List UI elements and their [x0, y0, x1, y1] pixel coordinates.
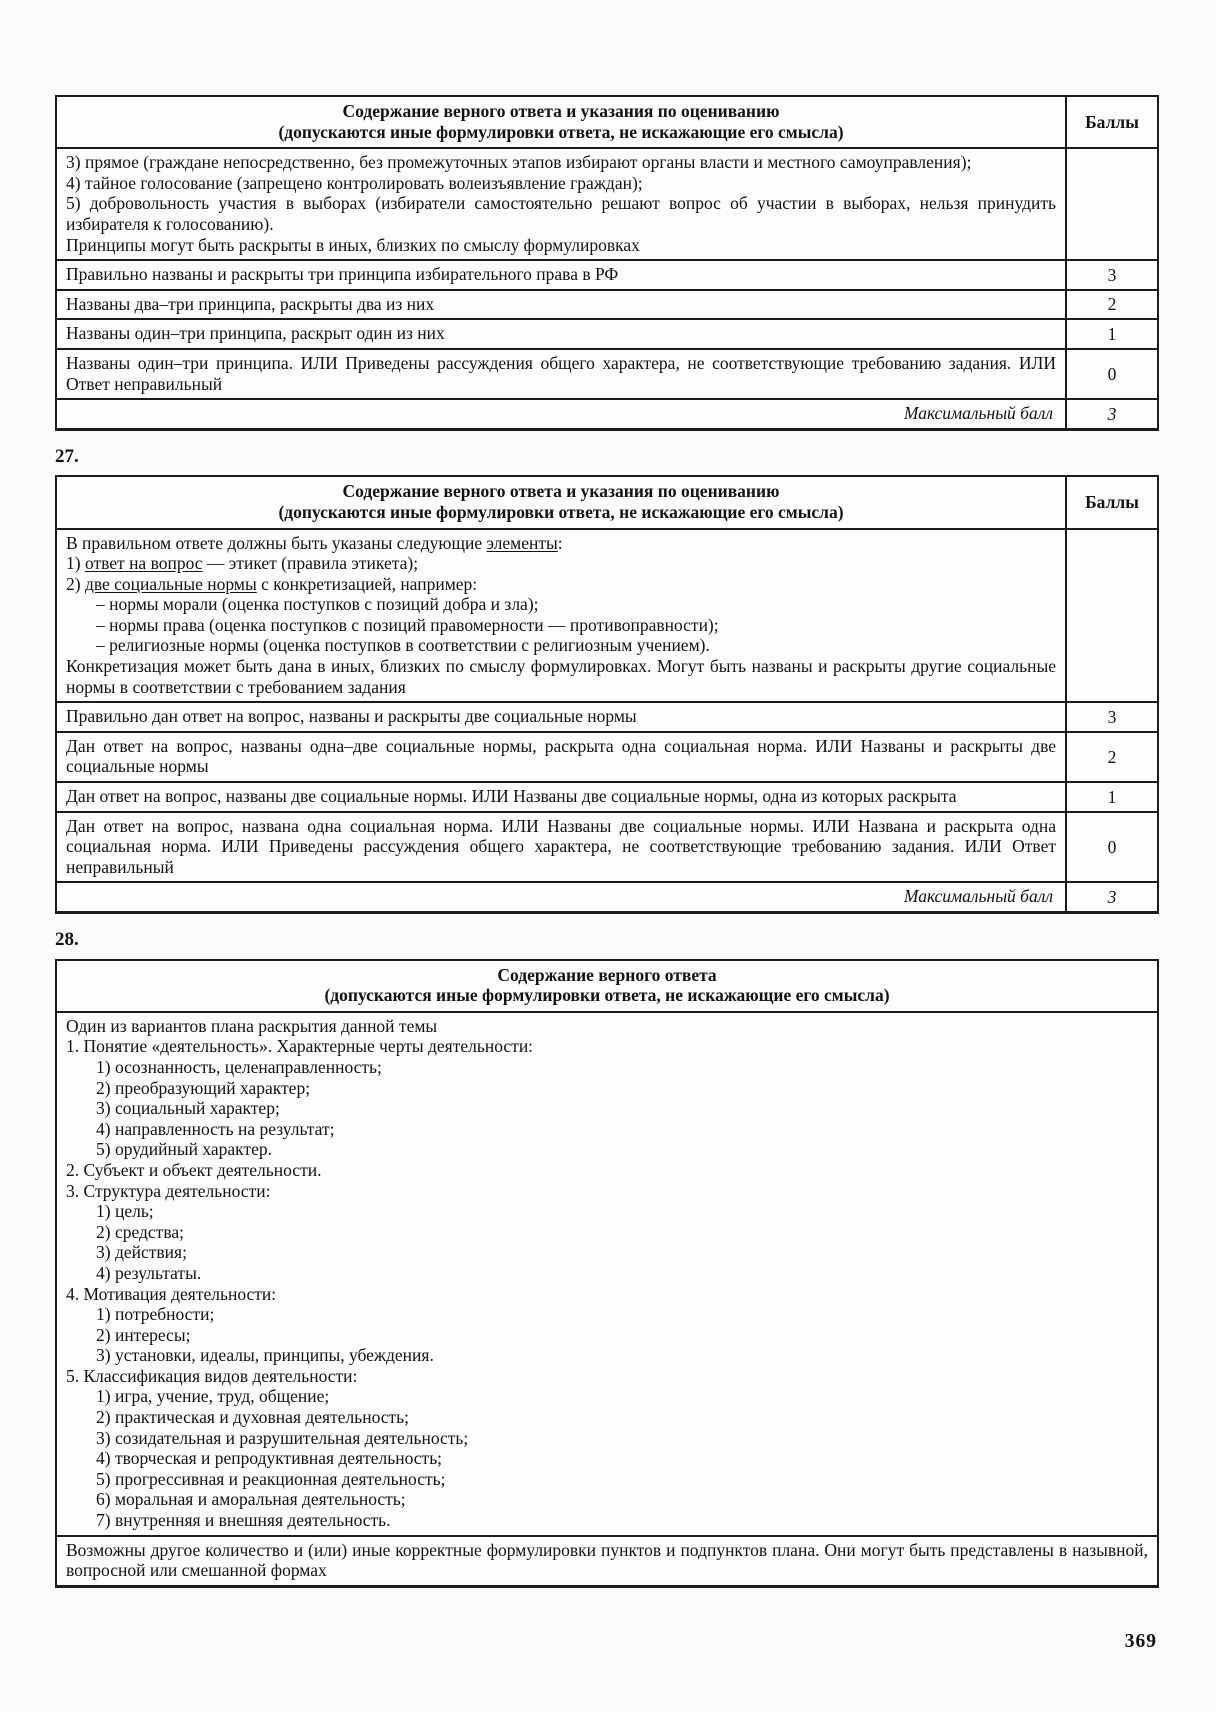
plan-line: 2. Субъект и объект деятельности.	[66, 1159, 322, 1180]
answer-content-cell	[57, 149, 1065, 259]
answer-content-row	[57, 1011, 1157, 1535]
max-score-value: 3	[1065, 883, 1157, 911]
answer-subline: – нормы права (оценка поступков с позиций правомерности — противоправности);	[96, 614, 719, 635]
note-text: Возможны другое количество и (или) иные корректные формулировки пунктов и подпунктов плана. Они могут быть представлены в назывной, вопросной или смешанной формах	[66, 1539, 1148, 1581]
max-score-label: Максимальный балл	[903, 886, 1053, 907]
criterion-text	[57, 813, 1065, 882]
criterion-text	[57, 350, 1065, 398]
score-cell: 3	[1065, 261, 1157, 289]
plan-content-cell	[57, 1013, 1157, 1535]
question-label-27: 27.	[55, 445, 79, 467]
rubric-header-title: Содержание верного ответа и указания по оцениванию	[342, 481, 780, 502]
plan-subline: 4) направленность на результат;	[96, 1118, 335, 1139]
rubric-header-row	[57, 961, 1157, 1011]
note-cell	[57, 1537, 1157, 1585]
plan-line: 5. Классификация видов деятельности:	[66, 1365, 358, 1386]
plan-subline: 3) социальный характер;	[96, 1098, 280, 1119]
plan-subline: 3) действия;	[96, 1242, 187, 1263]
rubric-table-top	[55, 95, 1159, 431]
underlined-term: две социальные нормы	[84, 573, 257, 594]
score-cell: 1	[1065, 320, 1157, 348]
rubric-header-title: Содержание верного ответа и указания по оцениванию	[342, 101, 780, 121]
criterion-line: Дан ответ на вопрос, названы две социальные нормы. ИЛИ Названы две социальные нормы, одна из которых раскрыта	[66, 786, 957, 807]
criterion-line: Правильно дан ответ на вопрос, названы и раскрыты две социальные нормы	[66, 706, 637, 727]
max-score-value: 3	[1065, 400, 1157, 428]
plan-subline: 4) результаты.	[96, 1262, 202, 1283]
answer-content-row	[57, 528, 1157, 702]
score-header-cell: Баллы	[1065, 97, 1157, 147]
answer-line	[66, 533, 1056, 554]
criterion-text	[57, 261, 1065, 289]
content-column	[55, 0, 1157, 1652]
rubric-header-subtitle: (допускаются иные формулировки ответа, не искажающие его смысла)	[278, 501, 844, 522]
criterion-text	[57, 703, 1065, 731]
rubric-header-subtitle: (допускаются иные формулировки ответа, не искажающие его смысла)	[278, 121, 844, 142]
max-score-row	[57, 881, 1157, 911]
rubric-table-27	[55, 475, 1159, 914]
criterion-row	[57, 811, 1157, 882]
rubric-header-cell	[57, 477, 1065, 527]
criterion-row	[57, 259, 1157, 289]
score-cell: 0	[1065, 350, 1157, 398]
plan-subline: 2) интересы;	[96, 1324, 191, 1345]
criterion-line: Правильно названы и раскрыты три принципа избирательного права в РФ	[66, 264, 619, 285]
answer-line	[66, 574, 1056, 595]
rubric-header-row	[57, 97, 1157, 147]
criterion-line: Названы один–три принципа, раскрыт один из них	[66, 323, 445, 344]
rubric-header-row	[57, 477, 1157, 527]
plan-line: 3. Структура деятельности:	[66, 1180, 271, 1201]
max-score-label-cell	[57, 883, 1065, 911]
plan-subline: 1) цель;	[96, 1201, 154, 1222]
answer-line	[66, 553, 1056, 574]
plan-subline: 7) внутренняя и внешняя деятельность.	[96, 1510, 391, 1531]
score-cell: 0	[1065, 813, 1157, 882]
answer-line: 3) прямое (граждане непосредственно, без промежуточных этапов избирают органы власти и местного самоуправления);	[66, 152, 972, 173]
answer-note: Конкретизация может быть дана в иных, близких по смыслу формулировках. Могут быть названы и раскрыты другие социальные нормы в соответствии с требованием задания	[66, 656, 1056, 697]
note-row	[57, 1535, 1157, 1585]
plan-line: 1. Понятие «деятельность». Характерные черты деятельности:	[66, 1036, 534, 1057]
underlined-term: ответ на вопрос	[84, 553, 203, 574]
criterion-line: Дан ответ на вопрос, названы одна–две социальные нормы, раскрыта одна социальная норма. ИЛИ Названы и раскрыты две социальные нормы	[66, 735, 1056, 777]
answer-content-cell	[57, 530, 1065, 702]
answer-line: 5) добровольность участия в выборах (избиратели самостоятельно решают вопрос об участии в выборах, нельзя принудить избирателя к голосованию).	[66, 193, 1056, 234]
plan-subline: 1) игра, учение, труд, общение;	[96, 1386, 330, 1407]
criterion-line: Названы два–три принципа, раскрыты два из них	[66, 293, 435, 314]
text-segment: 1)	[66, 553, 85, 574]
criterion-row	[57, 318, 1157, 348]
text-segment: 2)	[66, 573, 85, 594]
plan-subline: 2) средства;	[96, 1221, 184, 1242]
plan-line: 4. Мотивация деятельности:	[66, 1283, 277, 1304]
plan-subline: 2) преобразующий характер;	[96, 1077, 311, 1098]
answer-line: Принципы могут быть раскрыты в иных, близких по смыслу формулировках	[66, 234, 640, 255]
criterion-line: Названы один–три принципа. ИЛИ Приведены рассуждения общего характера, не соответствующие требованию задания. ИЛИ Ответ неправильный	[66, 352, 1056, 394]
criterion-row	[57, 701, 1157, 731]
rubric-header-subtitle: (допускаются иные формулировки ответа, не искажающие его смысла)	[324, 985, 890, 1006]
text-segment: В правильном ответе должны быть указаны следующие	[66, 532, 487, 553]
question-label-28: 28.	[55, 929, 79, 950]
underlined-term: элементы	[486, 532, 558, 553]
answer-content-row	[57, 147, 1157, 259]
criterion-row	[57, 348, 1157, 398]
score-cell: 3	[1065, 703, 1157, 731]
answer-subline: – религиозные нормы (оценка поступков в соответствии с религиозным учением).	[96, 635, 710, 656]
max-score-label-cell	[57, 400, 1065, 428]
score-cell-empty	[1065, 530, 1157, 702]
plan-subline: 1) осознанность, целенаправленность;	[96, 1056, 382, 1077]
rubric-header-cell	[57, 961, 1157, 1011]
plan-subline: 1) потребности;	[96, 1304, 215, 1325]
criterion-text	[57, 320, 1065, 348]
criterion-line: Дан ответ на вопрос, названа одна социальная норма. ИЛИ Названы две социальные нормы. ИЛИ Названа и раскрыта одна социальная норма. ИЛИ Приведены рассуждения общего характера, не соответствующие требованию задания. ИЛИ Ответ неправильный	[66, 815, 1056, 877]
criterion-text	[57, 783, 1065, 811]
criterion-text	[57, 733, 1065, 781]
answer-subline: – нормы морали (оценка поступков с позиций добра и зла);	[96, 594, 539, 615]
answer-line: 4) тайное голосование (запрещено контролировать волеизъявление граждан);	[66, 172, 643, 193]
plan-subline: 4) творческая и репродуктивная деятельность;	[96, 1448, 443, 1469]
rubric-header-cell	[57, 97, 1065, 147]
score-cell: 2	[1065, 733, 1157, 781]
max-score-label: Максимальный балл	[903, 403, 1053, 424]
page-number: 369	[1124, 1630, 1157, 1652]
text-segment: с конкретизацией, например:	[256, 573, 478, 594]
score-cell: 1	[1065, 783, 1157, 811]
plan-subline: 3) созидательная и разрушительная деятельность;	[96, 1427, 469, 1448]
text-segment: — этикет (правила этикета);	[202, 553, 419, 574]
plan-subline: 2) практическая и духовная деятельность;	[96, 1407, 410, 1428]
plan-subline: 3) установки, идеалы, принципы, убеждения.	[96, 1345, 434, 1366]
max-score-row	[57, 398, 1157, 428]
criterion-text	[57, 291, 1065, 319]
score-cell-empty	[1065, 149, 1157, 259]
plan-subline: 5) прогрессивная и реакционная деятельность;	[96, 1468, 446, 1489]
plan-subline: 6) моральная и аморальная деятельность;	[96, 1489, 406, 1510]
criterion-row	[57, 289, 1157, 319]
criterion-row	[57, 731, 1157, 781]
score-cell: 2	[1065, 291, 1157, 319]
plan-line: Один из вариантов плана раскрытия данной темы	[66, 1015, 438, 1036]
score-header-cell: Баллы	[1065, 477, 1157, 527]
text-segment: :	[557, 532, 563, 553]
rubric-header-title: Содержание верного ответа	[497, 964, 717, 985]
plan-subline: 5) орудийный характер.	[96, 1139, 272, 1160]
criterion-row	[57, 781, 1157, 811]
answer-table-28	[55, 959, 1159, 1588]
